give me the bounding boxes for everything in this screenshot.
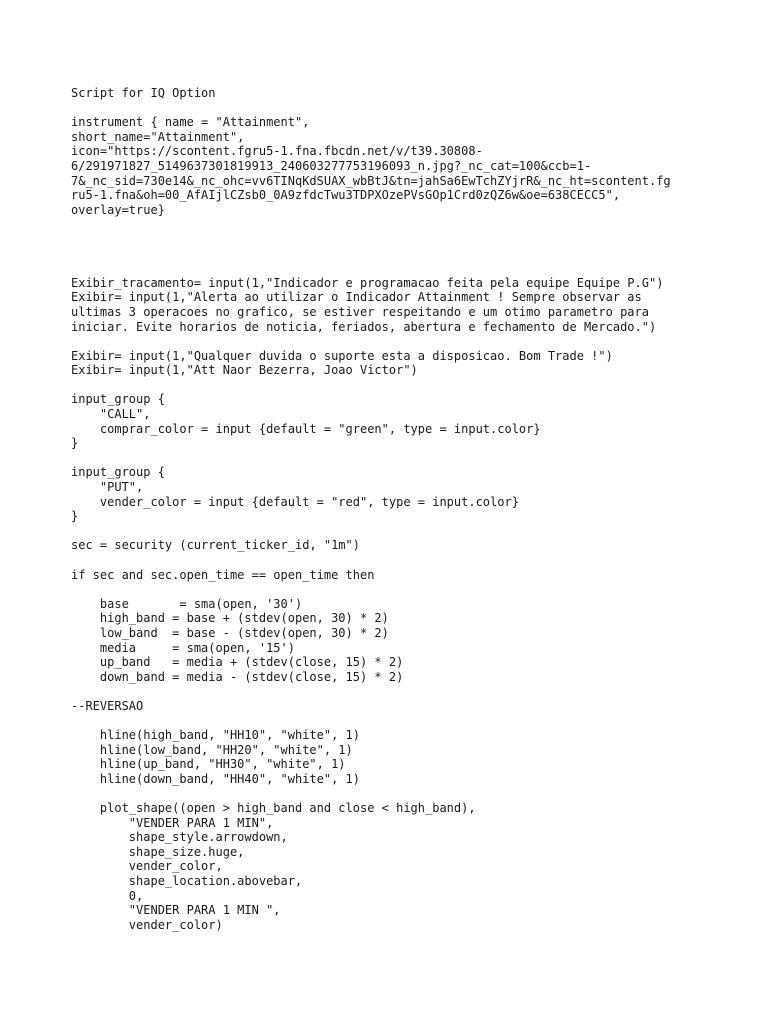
code-line: } xyxy=(71,509,79,524)
document-page xyxy=(71,86,731,932)
code-line: "VENDER PARA 1 MIN", xyxy=(71,815,274,830)
code-line: 6/291971827_5149637301819913_240603277753196093_n.jpg?_nc_cat=100&ccb=1- xyxy=(71,158,592,173)
code-line: hline(up_band, "HH30", "white", 1) xyxy=(71,757,346,772)
code-line: hline(down_band, "HH40", "white", 1) xyxy=(71,771,360,786)
code-line: down_band = media - (stdev(close, 15) * 2) xyxy=(71,669,404,684)
code-line: vender_color, xyxy=(71,859,223,874)
code-line: 0, xyxy=(71,888,144,903)
code-line: comprar_color = input {default = "green", type = input.color} xyxy=(71,421,541,436)
code-line: sec = security (current_ticker_id, "1m") xyxy=(71,538,360,553)
doc-title: Script for IQ Option xyxy=(71,86,216,100)
code-line: up_band = media + (stdev(close, 15) * 2) xyxy=(71,655,404,670)
code-line: hline(low_band, "HH20", "white", 1) xyxy=(71,742,353,757)
code-line xyxy=(71,261,731,276)
code-line: "VENDER PARA 1 MIN ", xyxy=(71,903,281,918)
code-line: base = sma(open, '30') xyxy=(71,596,303,611)
code-line: "CALL", xyxy=(71,407,151,422)
code-line: plot_shape((open > high_band and close < high_band), xyxy=(71,801,476,816)
code-line: instrument { name = "Attainment", xyxy=(71,115,310,130)
code-line: shape_size.huge, xyxy=(71,844,245,859)
code-line: } xyxy=(71,436,79,451)
code-line xyxy=(71,101,731,116)
code-line: input_group { xyxy=(71,465,165,480)
code-line: icon="https://scontent.fgru5-1.fna.fbcdn.net/v/t39.30808- xyxy=(71,144,483,159)
code-line: high_band = base + (stdev(open, 30) * 2) xyxy=(71,611,389,626)
code-line: --REVERSAO xyxy=(71,698,144,713)
code-line xyxy=(71,378,731,393)
code-line xyxy=(71,714,731,729)
code-line: Exibir_tracamento= input(1,"Indicador e programacao feita pela equipe Equipe P.G") xyxy=(71,275,664,290)
code-line: ultimas 3 operacoes no grafico, se estiver respeitando e um otimo parametro para xyxy=(71,304,649,319)
code-line xyxy=(71,684,731,699)
code-line: Exibir= input(1,"Alerta ao utilizar o Indicador Attainment ! Sempre observar as xyxy=(71,290,642,305)
code-line xyxy=(71,334,731,349)
code-line xyxy=(71,217,731,232)
code-line: input_group { xyxy=(71,392,165,407)
code-line xyxy=(71,524,731,539)
code-line: overlay=true} xyxy=(71,202,165,217)
code-line: low_band = base - (stdev(open, 30) * 2) xyxy=(71,625,389,640)
code-line: short_name="Attainment", xyxy=(71,129,245,144)
code-line: shape_style.arrowdown, xyxy=(71,830,288,845)
code-line: "PUT", xyxy=(71,480,144,495)
code-line: Exibir= input(1,"Att Naor Bezerra, Joao Victor") xyxy=(71,363,418,378)
code-line: 7&_nc_sid=730e14&_nc_ohc=vv6TINqKdSUAX_wbBtJ&tn=jahSa6EwTchZYjrR&_nc_ht=scontent.fg xyxy=(71,173,671,188)
code-line: Exibir= input(1,"Qualquer duvida o suporte esta a disposicao. Bom Trade !") xyxy=(71,348,613,363)
code-line: vender_color) xyxy=(71,917,223,932)
code-line xyxy=(71,451,731,466)
code-line: iniciar. Evite horarios de noticia, feriados, abertura e fechamento de Mercado.") xyxy=(71,319,657,334)
code-line: if sec and sec.open_time == open_time then xyxy=(71,567,375,582)
code-line: media = sma(open, '15') xyxy=(71,640,295,655)
code-line xyxy=(71,232,731,247)
code-line xyxy=(71,553,731,568)
code-line xyxy=(71,582,731,597)
code-line: ru5-1.fna&oh=00_AfAIjlCZsb0_0A9zfdcTwu3TDPXOzePVsGOp1Crd0zQZ6w&oe=638CECC5", xyxy=(71,188,621,203)
code-line: shape_location.abovebar, xyxy=(71,874,303,889)
code-line: hline(high_band, "HH10", "white", 1) xyxy=(71,728,360,743)
code-line xyxy=(71,247,731,262)
code-line xyxy=(71,787,731,802)
code-line: vender_color = input {default = "red", type = input.color} xyxy=(71,494,519,509)
